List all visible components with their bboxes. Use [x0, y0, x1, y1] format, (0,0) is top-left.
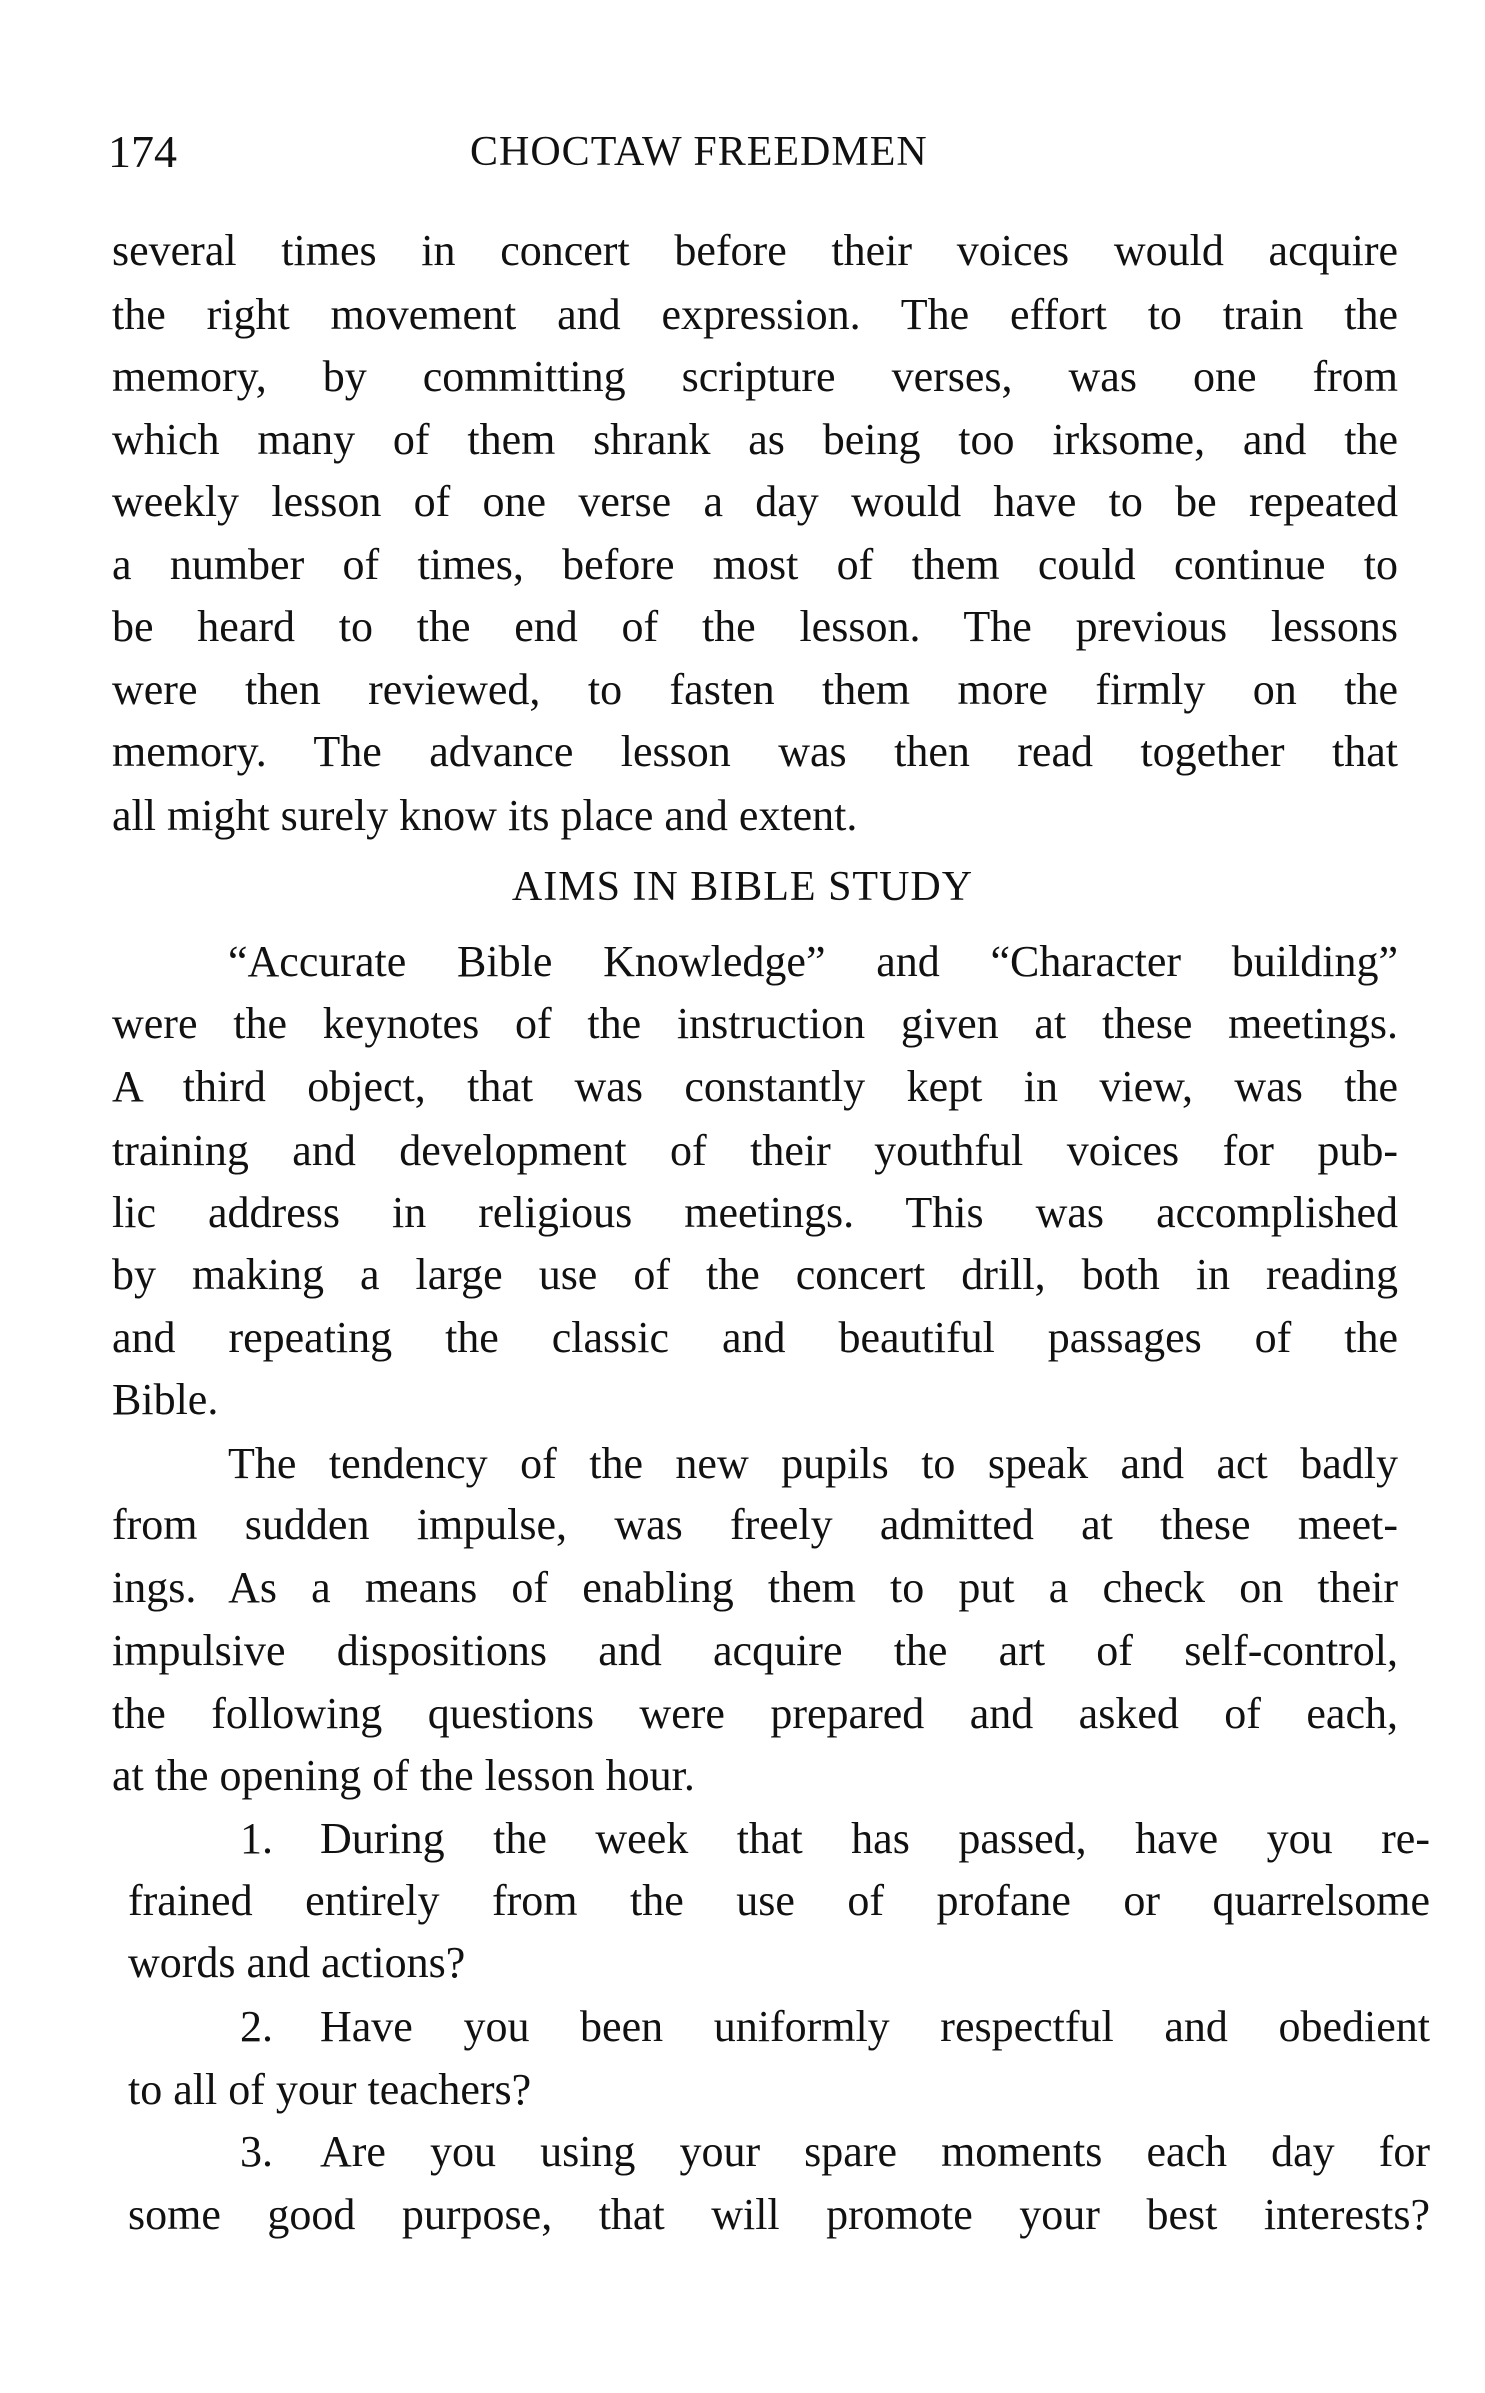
text-line: The tendency of the new pupils to speak and act badly [228, 1439, 1398, 1488]
page-number: 174 [108, 126, 177, 177]
text-line: a number of times, before most of them could continue to [112, 540, 1398, 589]
question-number: 3. [240, 2127, 273, 2176]
text-line: were the keynotes of the instruction given at these meetings. [112, 999, 1398, 1048]
text-line: from sudden impulse, was freely admitted at these meet- [112, 1500, 1398, 1549]
question-number: 1. [240, 1814, 273, 1863]
text-line: impulsive dispositions and acquire the art of self-control, [112, 1626, 1398, 1675]
text-line: be heard to the end of the lesson. The previous lessons [112, 602, 1398, 651]
text-line: by making a large use of the concert drill, both in reading [112, 1250, 1398, 1299]
question-number: 2. [240, 2002, 273, 2051]
text-line: to all of your teachers? [128, 2065, 532, 2114]
text-line: memory. The advance lesson was then read together that [112, 727, 1398, 776]
text-line: Are you using your spare moments each day for [320, 2127, 1430, 2176]
text-line: “Accurate Bible Knowledge” and “Character building” [228, 937, 1398, 986]
text-line: frained entirely from the use of profane or quarrelsome [128, 1876, 1430, 1925]
text-line: the right movement and expression. The effort to train the [112, 290, 1398, 339]
text-line: memory, by committing scripture verses, was one from [112, 352, 1398, 401]
text-line: the following questions were prepared and asked of each, [112, 1689, 1398, 1738]
text-line: lic address in religious meetings. This was accomplished [112, 1188, 1398, 1237]
text-line: During the week that has passed, have you re- [320, 1814, 1430, 1863]
text-line: were then reviewed, to fasten them more firmly on the [112, 665, 1398, 714]
section-heading: AIMS IN BIBLE STUDY [511, 864, 974, 910]
text-line: which many of them shrank as being too irksome, and the [112, 415, 1398, 464]
text-line: Bible. [112, 1375, 219, 1424]
text-line: all might surely know its place and extent. [112, 791, 858, 840]
text-line: ings. As a means of enabling them to put a check on their [112, 1563, 1398, 1612]
text-line: training and development of their youthful voices for pub- [112, 1126, 1398, 1175]
text-line: some good purpose, that will promote your best interests? [128, 2190, 1430, 2239]
text-line: several times in concert before their voices would acquire [112, 226, 1398, 275]
text-line: A third object, that was constantly kept in view, was the [112, 1062, 1398, 1111]
text-line: and repeating the classic and beautiful passages of the [112, 1313, 1398, 1362]
running-title: CHOCTAW FREEDMEN [470, 129, 928, 175]
text-line: weekly lesson of one verse a day would have to be repeated [112, 477, 1398, 526]
text-line: at the opening of the lesson hour. [112, 1751, 695, 1800]
text-line: words and actions? [128, 1938, 466, 1987]
text-line: Have you been uniformly respectful and obedient [320, 2002, 1430, 2051]
